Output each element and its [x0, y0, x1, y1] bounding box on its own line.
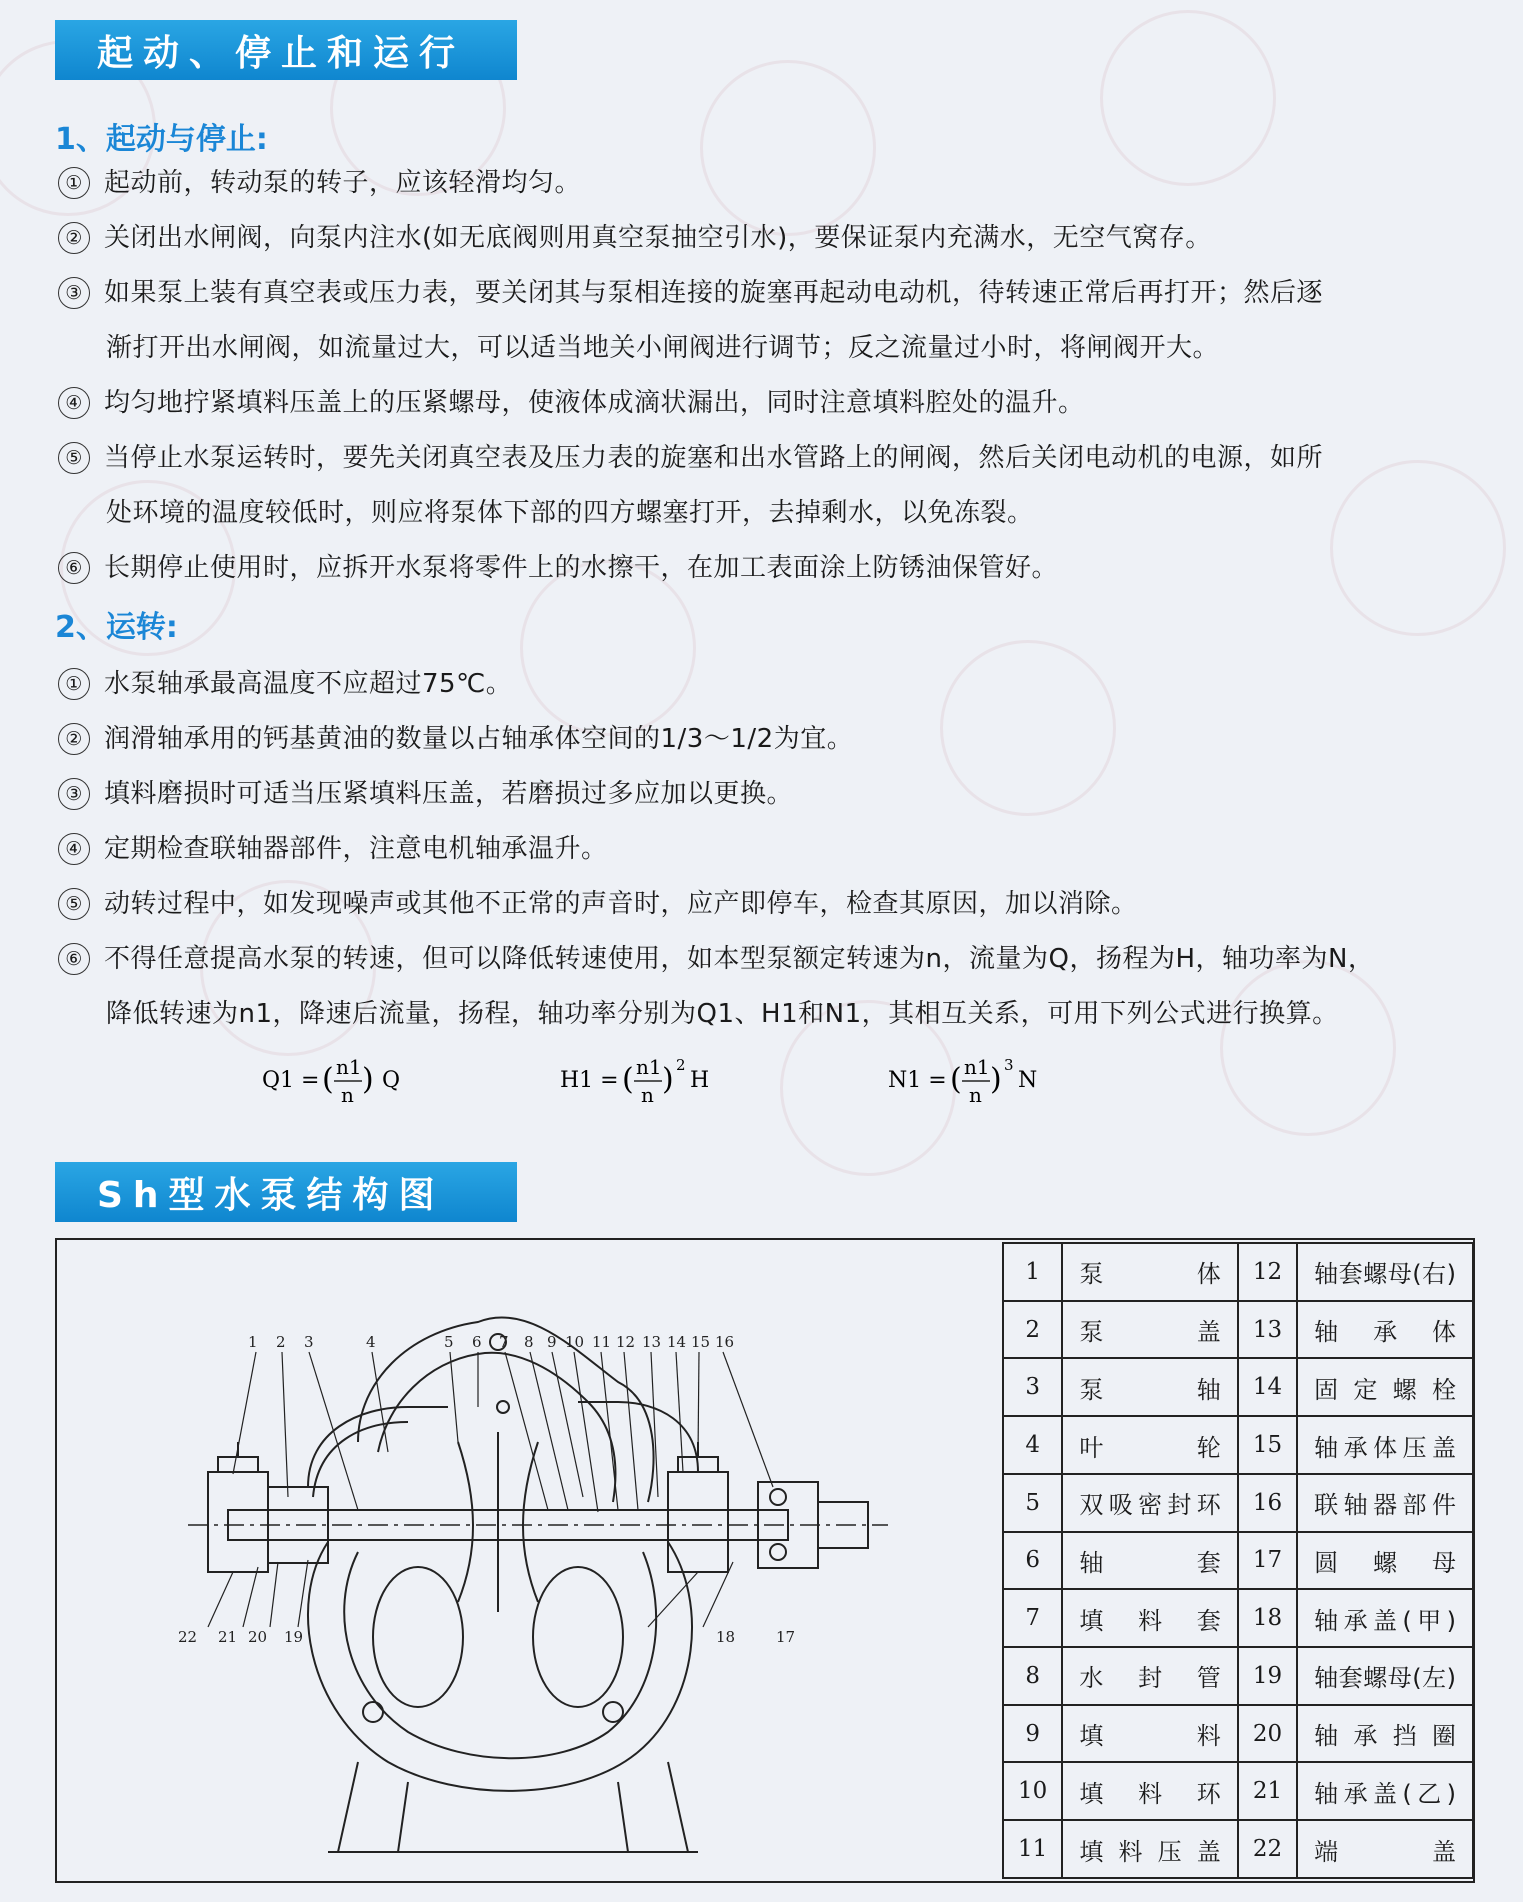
formula-rhs: H: [690, 1068, 710, 1093]
formula-lhs: H1 =: [560, 1068, 619, 1093]
table-row: [1003, 1820, 1473, 1878]
item-text: 定期检查联轴器部件，注意电机轴承温升。: [104, 834, 608, 864]
formula-denominator: n: [969, 1083, 982, 1107]
list-item: [58, 272, 1323, 309]
item-text: 动转过程中，如发现噪声或其他不正常的声音时，应产即停车，检查其原因，加以消除。: [104, 889, 1138, 919]
formula-denominator: n: [641, 1083, 654, 1107]
list-item: [58, 828, 608, 865]
part-number: 13: [1238, 1301, 1297, 1359]
callout-label: 1: [248, 1333, 258, 1351]
formula-rhs: N: [1018, 1068, 1038, 1093]
callout-label: 5: [444, 1333, 454, 1351]
part-number: 10: [1003, 1762, 1062, 1820]
item-number: ⑥: [58, 552, 90, 584]
table-row: [1003, 1301, 1473, 1359]
part-name: [1062, 1705, 1237, 1763]
callout-label: 20: [248, 1628, 268, 1646]
part-name-text: 填料: [1079, 1722, 1221, 1751]
part-name: [1062, 1762, 1237, 1820]
part-number: 6: [1003, 1532, 1062, 1590]
part-name-text: 圆螺母: [1314, 1548, 1456, 1577]
item-text: 起动前，转动泵的转子，应该轻滑均匀。: [104, 168, 582, 198]
part-number: 15: [1238, 1416, 1297, 1474]
formula-paren-left: (: [322, 1062, 334, 1097]
part-number: 18: [1238, 1589, 1297, 1647]
part-name: [1062, 1416, 1237, 1474]
list-item: [58, 162, 581, 199]
callout-label: 8: [524, 1333, 534, 1351]
part-number: 14: [1238, 1358, 1297, 1416]
callout-labels-bottom: [178, 1628, 795, 1646]
formula-paren-left: (: [622, 1062, 634, 1097]
subheading-start-stop: 1、起动与停止:: [55, 122, 268, 157]
list-item: [58, 938, 1374, 975]
part-name: [1297, 1705, 1473, 1763]
list-item: [58, 883, 1138, 920]
item-text: 长期停止使用时，应拆开水泵将零件上的水擦干，在加工表面涂上防锈油保管好。: [104, 553, 1059, 583]
part-name-text: 填料环: [1079, 1779, 1221, 1808]
part-name-text: 双吸密封环: [1079, 1491, 1221, 1520]
part-number: 12: [1238, 1243, 1297, 1301]
item-text-continued: 降低转速为n1，降速后流量，扬程，轴功率分别为Q1、H1和N1，其相互关系，可用下列公式进行换算。: [106, 999, 1339, 1029]
part-number: 17: [1238, 1532, 1297, 1590]
part-number: 3: [1003, 1358, 1062, 1416]
table-row: [1003, 1647, 1473, 1705]
pump-body-outline: [188, 1317, 888, 1852]
table-row: [1003, 1532, 1473, 1590]
item-text: 不得任意提高水泵的转速，但可以降低转速使用，如本型泵额定转速为n，流量为Q，扬程为H，轴功率为N，: [104, 944, 1375, 974]
part-name: [1297, 1820, 1473, 1878]
formula-exponent: 2: [676, 1056, 686, 1074]
formula-numerator: n1: [336, 1055, 362, 1079]
callout-label: 14: [667, 1333, 687, 1351]
callout-label: 16: [715, 1333, 735, 1351]
part-name: [1062, 1820, 1237, 1878]
callout-label: 19: [284, 1628, 304, 1646]
part-name: [1297, 1589, 1473, 1647]
part-name: [1062, 1243, 1237, 1301]
part-number: 5: [1003, 1474, 1062, 1532]
table-row: [1003, 1416, 1473, 1474]
part-name: [1297, 1474, 1473, 1532]
formula-rhs: Q: [382, 1068, 401, 1093]
list-item: [58, 217, 1212, 254]
callout-label: 12: [616, 1333, 636, 1351]
part-name: [1297, 1243, 1473, 1301]
callout-label: 10: [565, 1333, 585, 1351]
item-number: ③: [58, 778, 90, 810]
callout-label: 18: [716, 1628, 736, 1646]
formula-paren-right: ): [362, 1062, 374, 1097]
formula-flow: [262, 1052, 422, 1118]
table-row: [1003, 1762, 1473, 1820]
item-number: ③: [58, 277, 90, 309]
subheading-operation: 2、运转:: [55, 610, 178, 645]
part-number: 20: [1238, 1705, 1297, 1763]
formula-paren-right: ): [662, 1062, 674, 1097]
part-name-text: 轴承盖(甲): [1314, 1606, 1456, 1635]
list-item: [58, 718, 853, 755]
parts-list-table: [1002, 1242, 1474, 1879]
part-name: [1062, 1647, 1237, 1705]
part-number: 1: [1003, 1243, 1062, 1301]
part-name-text: 轴套螺母(左): [1314, 1664, 1456, 1693]
part-name: [1062, 1532, 1237, 1590]
part-number: 22: [1238, 1820, 1297, 1878]
part-name-text: 联轴器部件: [1314, 1491, 1456, 1520]
part-name: [1297, 1301, 1473, 1359]
item-text: 润滑轴承用的钙基黄油的数量以占轴承体空间的1/3～1/2为宜。: [104, 724, 854, 754]
part-number: 16: [1238, 1474, 1297, 1532]
callout-label: 13: [642, 1333, 662, 1351]
callout-leaders: [208, 1352, 773, 1627]
part-name-text: 叶轮: [1079, 1433, 1221, 1462]
part-name: [1297, 1647, 1473, 1705]
list-item: [58, 382, 1085, 419]
table-row: [1003, 1243, 1473, 1301]
table-row: [1003, 1705, 1473, 1763]
formula-denominator: n: [341, 1083, 354, 1107]
part-name-text: 轴承挡圈: [1314, 1722, 1456, 1751]
list-item: [58, 773, 793, 810]
formula-paren-right: ): [990, 1062, 1002, 1097]
part-number: 11: [1003, 1820, 1062, 1878]
part-name-text: 轴承体压盖: [1314, 1433, 1456, 1462]
part-name-text: 填料套: [1079, 1606, 1221, 1635]
item-text: 水泵轴承最高温度不应超过75℃。: [104, 669, 513, 699]
formula-lhs: Q1 =: [262, 1068, 320, 1093]
list-item: [58, 437, 1323, 474]
part-name: [1062, 1301, 1237, 1359]
part-name: [1062, 1474, 1237, 1532]
callout-label: 15: [691, 1333, 711, 1351]
part-name-text: 轴承体: [1314, 1318, 1456, 1347]
list-item: [58, 547, 1058, 584]
part-name: [1297, 1532, 1473, 1590]
part-number: 19: [1238, 1647, 1297, 1705]
item-number: ④: [58, 387, 90, 419]
part-name: [1062, 1358, 1237, 1416]
formula-head: [560, 1052, 730, 1118]
table-row: [1003, 1474, 1473, 1532]
part-name: [1297, 1762, 1473, 1820]
callout-label: 7: [499, 1333, 509, 1351]
callout-label: 21: [218, 1628, 238, 1646]
item-number: ①: [58, 167, 90, 199]
formula-power: [888, 1052, 1058, 1118]
part-name-text: 填料压盖: [1079, 1837, 1221, 1866]
item-text: 填料磨损时可适当压紧填料压盖，若磨损过多应加以更换。: [104, 779, 794, 809]
part-name-text: 轴套: [1079, 1548, 1221, 1577]
section-title: 起动、停止和运行: [97, 32, 466, 74]
item-number: ④: [58, 833, 90, 865]
pump-cross-section-drawing: [58, 1242, 998, 1878]
section-banner-structure: [55, 1162, 517, 1222]
part-name: [1297, 1416, 1473, 1474]
item-number: ⑤: [58, 888, 90, 920]
part-name-text: 泵轴: [1079, 1375, 1221, 1404]
part-number: 7: [1003, 1589, 1062, 1647]
item-text-continued: 处环境的温度较低时，则应将泵体下部的四方螺塞打开，去掉剩水，以免冻裂。: [106, 498, 1034, 528]
part-name-text: 轴承盖(乙): [1314, 1779, 1456, 1808]
formula-numerator: n1: [964, 1055, 990, 1079]
table-row: [1003, 1589, 1473, 1647]
part-name: [1297, 1358, 1473, 1416]
part-name-text: 水封管: [1079, 1664, 1221, 1693]
part-name-text: 泵盖: [1079, 1318, 1221, 1347]
item-text: 均匀地拧紧填料压盖上的压紧螺母，使液体成滴状漏出，同时注意填料腔处的温升。: [104, 388, 1085, 418]
formula-exponent: 3: [1004, 1056, 1014, 1074]
formula-lhs: N1 =: [888, 1068, 947, 1093]
item-text: 关闭出水闸阀，向泵内注水(如无底阀则用真空泵抽空引水)，要保证泵内充满水，无空气窝存。: [104, 223, 1212, 253]
item-number: ⑤: [58, 442, 90, 474]
part-name: [1062, 1589, 1237, 1647]
item-text: 如果泵上装有真空表或压力表，要关闭其与泵相连接的旋塞再起动电动机，待转速正常后再打开；然后逐: [104, 278, 1324, 308]
part-name-text: 固定螺栓: [1314, 1375, 1456, 1404]
callout-labels-top: [248, 1333, 734, 1351]
part-number: 21: [1238, 1762, 1297, 1820]
callout-label: 4: [366, 1333, 376, 1351]
item-number: ②: [58, 222, 90, 254]
part-number: 8: [1003, 1647, 1062, 1705]
formula-power-svg: [888, 1052, 1058, 1112]
callout-label: 2: [276, 1333, 286, 1351]
part-name-text: 泵体: [1079, 1260, 1221, 1289]
list-item: [58, 663, 512, 700]
callout-label: 17: [776, 1628, 796, 1646]
part-name-text: 端盖: [1314, 1837, 1456, 1866]
formula-numerator: n1: [636, 1055, 662, 1079]
callout-label: 11: [592, 1333, 612, 1351]
part-number: 2: [1003, 1301, 1062, 1359]
callout-label: 9: [547, 1333, 557, 1351]
part-number: 4: [1003, 1416, 1062, 1474]
part-number: 9: [1003, 1705, 1062, 1763]
formula-paren-left: (: [950, 1062, 962, 1097]
section-title: Sh型水泵结构图: [97, 1174, 445, 1216]
formula-flow-svg: [262, 1052, 422, 1112]
callout-label: 22: [178, 1628, 198, 1646]
formula-head-svg: [560, 1052, 730, 1112]
table-row: [1003, 1358, 1473, 1416]
part-name-text: 轴套螺母(右): [1314, 1260, 1456, 1289]
item-number: ⑥: [58, 943, 90, 975]
section-banner-startup: [55, 20, 517, 80]
item-number: ①: [58, 668, 90, 700]
callout-label: 3: [304, 1333, 314, 1351]
item-text: 当停止水泵运转时，要先关闭真空表及压力表的旋塞和出水管路上的闸阀，然后关闭电动机的电源，如所: [104, 443, 1324, 473]
callout-label: 6: [472, 1333, 482, 1351]
item-number: ②: [58, 723, 90, 755]
item-text-continued: 渐打开出水闸阀，如流量过大，可以适当地关小闸阀进行调节；反之流量过小时，将闸阀开大。: [106, 333, 1220, 363]
